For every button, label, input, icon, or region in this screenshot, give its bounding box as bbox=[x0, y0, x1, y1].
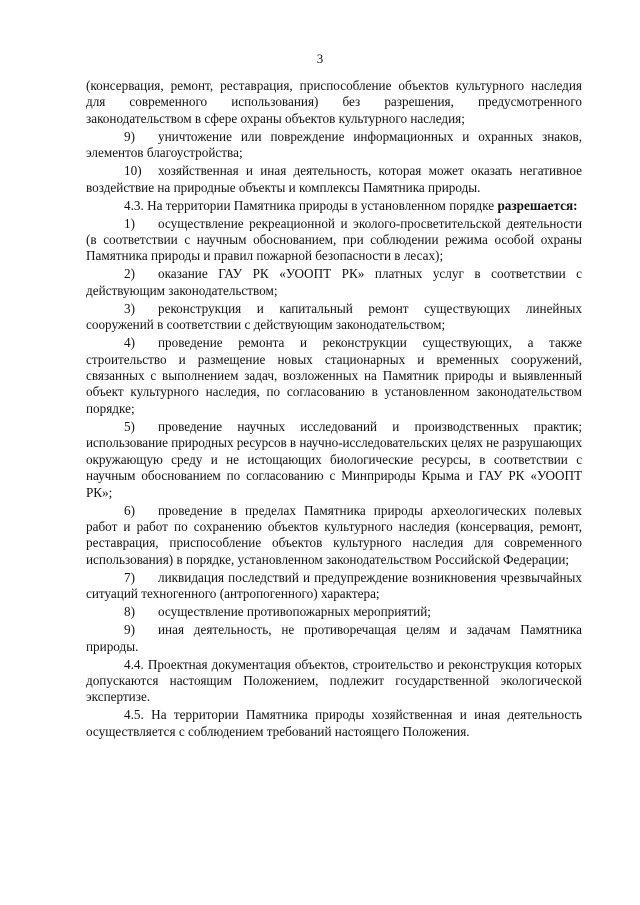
list-item-number: 9) bbox=[124, 622, 135, 638]
list-item-number: 8) bbox=[124, 604, 135, 620]
list-item-8 bbox=[86, 604, 582, 620]
list-item-text: проведение научных исследований и производственных практик; использование природных ресурсов в научно-исследовательских целях не разрушающих окружающую среду и не истощающих биологические ресурсы, в соответствии с научным обоснованием по согласованию с Минприроды Крыма и ГАУ РК «УООПТ РК»; bbox=[86, 418, 582, 500]
list-item-number: 3) bbox=[124, 300, 135, 316]
list-item-text: проведение ремонта и реконструкции существующих, а также строительство и размещение новых стационарных и временных сооружений, связанных с выполнением задач, возложенных на Памятник природы и выявленный объект культурного наследия, по согласованию в установленном законодательством порядке; bbox=[86, 335, 582, 416]
page-number: 3 bbox=[316, 51, 324, 66]
list-item-number: 5) bbox=[124, 418, 135, 434]
list-item-number: 2) bbox=[124, 266, 135, 282]
list-item-4 bbox=[86, 335, 582, 417]
list-item-9 bbox=[86, 129, 582, 162]
list-item-5 bbox=[86, 419, 582, 501]
list-item-text: хозяйственная и иная деятельность, которая может оказать негативное воздействие на природные объекты и комплексы Памятника природы. bbox=[86, 163, 582, 195]
section-4-3-text: 4.3. На территории Памятника природы в установленном порядке bbox=[124, 197, 495, 213]
allowed-heading: разрешается: bbox=[497, 197, 578, 213]
list-item-6 bbox=[86, 503, 582, 569]
list-item-text: оказание ГАУ РК «УООПТ РК» платных услуг в соответствии с действующим законодательством; bbox=[86, 266, 582, 298]
document-body bbox=[86, 78, 582, 742]
section-4-3-intro bbox=[86, 198, 582, 214]
list-item-number: 9) bbox=[124, 128, 135, 144]
list-item-text: ликвидация последствий и предупреждение возникновения чрезвычайных ситуаций техногенного (антропогенного) характера; bbox=[86, 569, 582, 602]
list-item-10 bbox=[86, 163, 582, 196]
list-item-text: осуществление рекреационной и эколого-просветительской деятельности (в соответствии с научным обоснованием, при соблюдении режима особой охраны Памятника природы и правил пожарной безопасности в лесах); bbox=[86, 215, 582, 264]
section-4-5: 4.5. На территории Памятника природы хозяйственная и иная деятельность осуществляется с соблюдением требований настоящего Положения. bbox=[86, 707, 582, 739]
list-item-9-allowed bbox=[86, 622, 582, 655]
list-item-text: иная деятельность, не противоречащая целям и задачам Памятника природы. bbox=[86, 622, 582, 654]
list-item-text: осуществление противопожарных мероприятий; bbox=[158, 604, 431, 620]
list-item-number: 1) bbox=[124, 215, 135, 231]
list-item-3 bbox=[86, 301, 582, 334]
list-item-number: 10) bbox=[124, 163, 142, 179]
list-item-text: проведение в пределах Памятника природы археологических полевых работ и работ по сохранению объектов культурного наследия (консервация, ремонт, реставрация, приспособление объектов культурного наследия для современного использования) в порядке, установленном законодательством Российской Федерации; bbox=[86, 502, 582, 567]
list-item-number: 4) bbox=[124, 335, 135, 351]
list-item-2 bbox=[86, 266, 582, 299]
list-item-number: 6) bbox=[124, 502, 135, 518]
list-item-7 bbox=[86, 570, 582, 603]
paragraph-continuation: (консервация, ремонт, реставрация, приспособление объектов культурного наследия для современного использования) без разрешения, предусмотренного законодательством в сфере охраны объектов культурного наследия; bbox=[86, 78, 582, 126]
section-4-4: 4.4. Проектная документация объектов, строительство и реконструкция которых допускаются настоящим Положением, подлежит государственной экологической экспертизе. bbox=[86, 656, 582, 705]
list-item-text: реконструкция и капитальный ремонт существующих линейных сооружений в соответствии с действующим законодательством; bbox=[86, 300, 582, 333]
list-item-1 bbox=[86, 216, 582, 265]
list-item-text: уничтожение или повреждение информационных и охранных знаков, элементов благоустройства; bbox=[86, 128, 582, 161]
list-item-number: 7) bbox=[124, 569, 135, 585]
